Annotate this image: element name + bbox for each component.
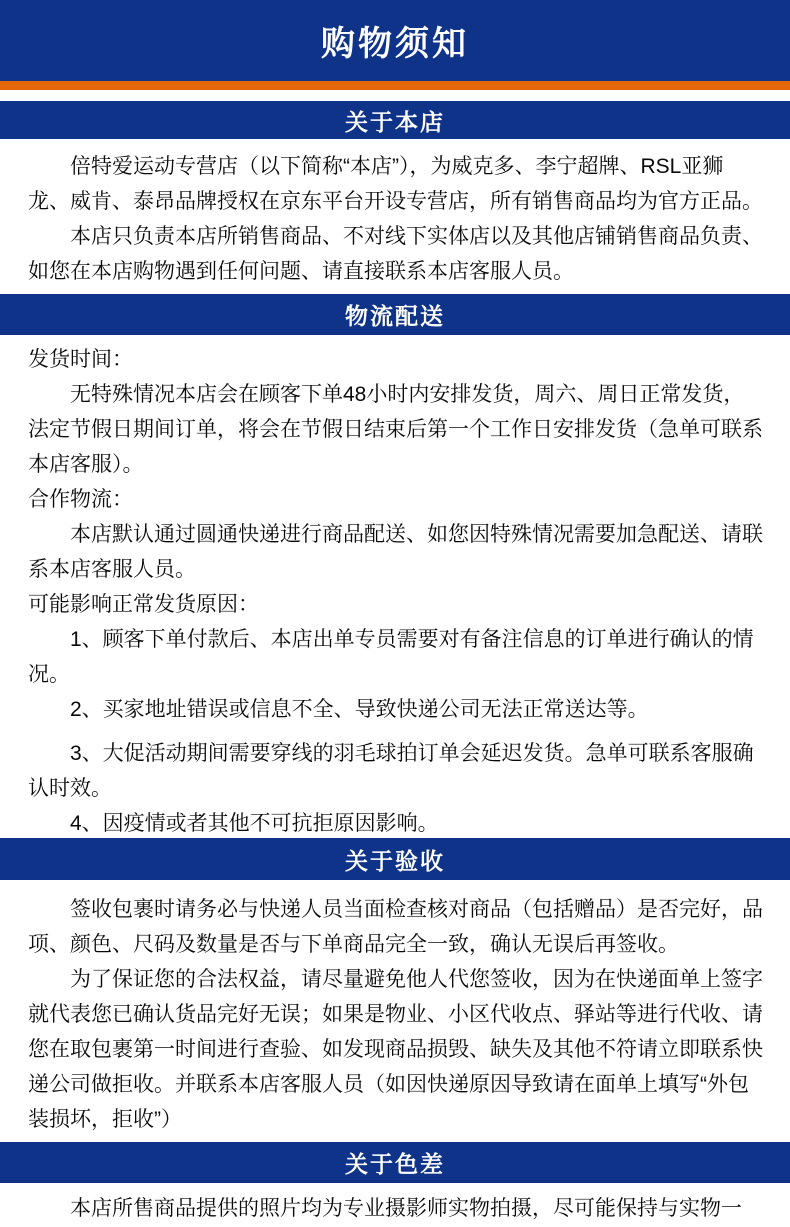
shipping-time-text: 无特殊情况本店会在顾客下单48小时内安排发货，周六、周日正常发货，法定节假日期间订单，将会在节假日结束后第一个工作日安排发货（急单可联系本店客服）。 <box>28 383 763 476</box>
section-inspection-content <box>0 880 790 1142</box>
section-header-label: 关于色差 <box>345 1151 445 1177</box>
inspection-paragraph: 为了保证您的合法权益，请尽量避免他人代您签收，因为在快递面单上签字就代表您已确认货品完好无误；如果是物业、小区代收点、驿站等进行代收、请您在取包裹第一时间进行查验、如发现商品损毁、缺失及其他不符请立即联系快递公司做拒收。并联系本店客服人员（如因快递原因导致请在面单上填写“外包装损坏，拒收”） <box>28 968 763 1131</box>
inspection-paragraph: 签收包裹时请务必与快递人员当面检查核对商品（包括赠品）是否完好，品项、颜色、尺码及数量是否与下单商品完全一致，确认无误后再签收。 <box>28 898 763 956</box>
section-header-about-store <box>0 101 790 139</box>
section-logistics-content <box>0 335 790 838</box>
section-header-inspection <box>0 838 790 880</box>
section-header-logistics <box>0 294 790 335</box>
white-divider-gap <box>0 90 790 101</box>
page-title: 购物须知 <box>321 25 469 63</box>
section-about-store-content <box>0 139 790 294</box>
about-store-paragraph: 倍特爱运动专营店（以下简称“本店”），为威克多、李宁超牌、RSL亚狮龙、威肯、泰昂品牌授权在京东平台开设专营店，所有销售商品均为官方正品。 <box>28 155 763 213</box>
delay-reason-item: 3、大促活动期间需要穿线的羽毛球拍订单会延迟发货。急单可联系客服确认时效。 <box>28 742 754 800</box>
delay-reason-item: 1、顾客下单付款后、本店出单专员需要对有备注信息的订单进行确认的情况。 <box>28 628 754 686</box>
section-header-label: 关于验收 <box>345 847 445 874</box>
section-header-label: 物流配送 <box>345 303 445 329</box>
color-difference-paragraph: 本店所售商品提供的照片均为专业摄影师实物拍摄，尽可能保持与实物一 <box>70 1197 742 1220</box>
section-color-difference-content <box>0 1183 790 1227</box>
partner-logistics-text: 本店默认通过圆通快递进行商品配送、如您因特殊情况需要加急配送、请联系本店客服人员。 <box>28 523 763 581</box>
delay-reason-item: 2、买家地址错误或信息不全、导致快递公司无法正常送达等。 <box>70 698 649 721</box>
delay-reason-item: 4、因疫情或者其他不可抗拒原因影响。 <box>70 812 439 835</box>
section-header-label: 关于本店 <box>345 108 445 135</box>
orange-divider-stripe <box>0 81 790 90</box>
page-header-banner <box>0 0 790 81</box>
about-store-paragraph: 本店只负责本店所销售商品、不对线下实体店以及其他店铺销售商品负责、如您在本店购物遇到任何问题、请直接联系本店客服人员。 <box>28 225 763 283</box>
section-header-color-difference <box>0 1142 790 1183</box>
delay-reasons-label: 可能影响正常发货原因： <box>28 593 259 616</box>
partner-logistics-label: 合作物流： <box>28 488 133 511</box>
shipping-time-label: 发货时间： <box>28 348 133 371</box>
